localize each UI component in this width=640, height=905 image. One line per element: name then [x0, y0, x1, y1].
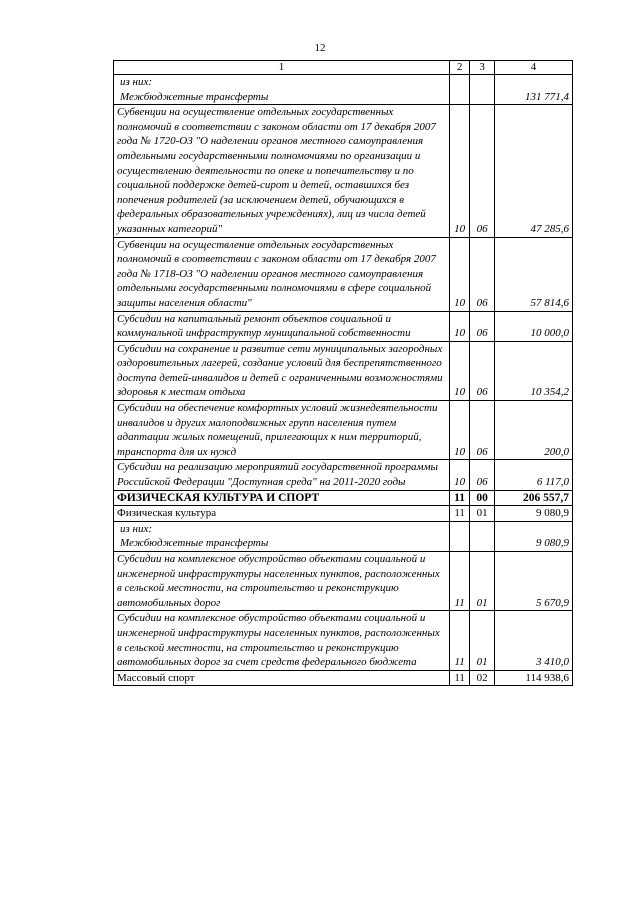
table-row	[114, 401, 573, 460]
row-name: Субсидии на обеспечение комфортных условий жизнедеятельности инвалидов и других малоподвижных групп населения путем адаптации жилых помещений, прилегающих к ним территорий, транспорта для их нужд	[114, 401, 450, 460]
table-row	[114, 460, 573, 490]
row-subsection-code: 06	[470, 105, 495, 237]
row-section-code: 10	[449, 341, 469, 400]
table-row	[114, 311, 573, 341]
row-amount: 206 557,7	[494, 490, 572, 506]
row-amount: 9 080,9	[494, 521, 572, 551]
header-col-2: 2	[449, 61, 469, 75]
table-row	[114, 521, 573, 551]
table-row	[114, 670, 573, 686]
row-subsection-code: 01	[470, 611, 495, 670]
table-row	[114, 611, 573, 670]
row-subsection-code	[470, 521, 495, 551]
row-amount: 47 285,6	[494, 105, 572, 237]
row-name: Субсидии на комплексное обустройство объектами социальной и инженерной инфраструктуры населенных пунктов, расположенных в сельской местности, на строительство и реконструкцию автомобильных дорог	[114, 552, 450, 611]
row-amount: 57 814,6	[494, 237, 572, 311]
row-section-code: 11	[449, 670, 469, 686]
row-section-code: 10	[449, 237, 469, 311]
row-section-code: 10	[449, 460, 469, 490]
row-name: Субвенции на осуществление отдельных государственных полномочий в соответствии с законом области от 17 декабря 2007 года № 1718-ОЗ "О наделении органов местного самоуправления отдельными государственными полномочиями в сфере социальной защиты населения области"	[114, 237, 450, 311]
row-name: Субсидии на комплексное обустройство объектами социальной и инженерной инфраструктуры населенных пунктов, расположенных в сельской местности, на строительство и реконструкцию автомобильных дорог за счет средств федерального бюджета	[114, 611, 450, 670]
row-subsection-code: 02	[470, 670, 495, 686]
row-subsection-code: 00	[470, 490, 495, 506]
row-amount: 10 354,2	[494, 341, 572, 400]
row-name: ФИЗИЧЕСКАЯ КУЛЬТУРА И СПОРТ	[114, 490, 450, 506]
row-amount: 131 771,4	[494, 75, 572, 105]
row-subsection-code: 06	[470, 401, 495, 460]
row-subsection-code: 06	[470, 311, 495, 341]
table-row	[114, 237, 573, 311]
row-name: Физическая культура	[114, 506, 450, 522]
row-name: Субсидии на капитальный ремонт объектов социальной и коммунальной инфраструктур муниципальной собственности	[114, 311, 450, 341]
row-amount: 200,0	[494, 401, 572, 460]
row-section-code: 10	[449, 401, 469, 460]
row-amount: 114 938,6	[494, 670, 572, 686]
header-col-4: 4	[494, 61, 572, 75]
table-row	[114, 105, 573, 237]
table-header-row	[114, 61, 573, 75]
table-row	[114, 75, 573, 105]
header-col-3: 3	[470, 61, 495, 75]
row-amount: 6 117,0	[494, 460, 572, 490]
row-amount: 9 080,9	[494, 506, 572, 522]
row-section-code	[449, 75, 469, 105]
row-name: Массовый спорт	[114, 670, 450, 686]
row-subsection-code: 01	[470, 506, 495, 522]
row-section-code	[449, 521, 469, 551]
row-name: Субсидии на сохранение и развитие сети муниципальных загородных оздоровительных лагерей, создание условий для беспрепятственного доступа детей-инвалидов и детей с ограниченными возможностями здоровья к местам отдыха	[114, 341, 450, 400]
table-row	[114, 506, 573, 522]
row-name: из них: Межбюджетные трансферты	[114, 75, 450, 105]
header-col-1: 1	[114, 61, 450, 75]
row-subsection-code: 06	[470, 460, 495, 490]
row-subsection-code: 06	[470, 237, 495, 311]
row-section-code: 11	[449, 611, 469, 670]
row-amount: 3 410,0	[494, 611, 572, 670]
table-row	[114, 490, 573, 506]
row-section-code: 11	[449, 490, 469, 506]
row-section-code: 11	[449, 552, 469, 611]
row-section-code: 10	[449, 105, 469, 237]
row-name: из них: Межбюджетные трансферты	[114, 521, 450, 551]
row-subsection-code	[470, 75, 495, 105]
row-name: Субсидии на реализацию мероприятий государственной программы Российской Федерации "Доступная среда" на 2011-2020 годы	[114, 460, 450, 490]
row-amount: 5 670,9	[494, 552, 572, 611]
row-subsection-code: 06	[470, 341, 495, 400]
row-section-code: 11	[449, 506, 469, 522]
budget-table	[113, 60, 573, 686]
row-amount: 10 000,0	[494, 311, 572, 341]
table-row	[114, 552, 573, 611]
row-name: Субвенции на осуществление отдельных государственных полномочий в соответствии с законом области от 17 декабря 2007 года № 1720-ОЗ "О наделении органов местного самоуправления отдельными государственными полномочиями по организации и осуществлению деятельности по опеке и попечительству и по социальной поддержке детей-сирот и детей, оставшихся без попечения родителей (за исключением детей, обучающихся в федеральных образовательных учреждениях), лиц из числа детей указанных категорий"	[114, 105, 450, 237]
row-subsection-code: 01	[470, 552, 495, 611]
row-section-code: 10	[449, 311, 469, 341]
table-row	[114, 341, 573, 400]
page-number: 12	[314, 42, 326, 54]
